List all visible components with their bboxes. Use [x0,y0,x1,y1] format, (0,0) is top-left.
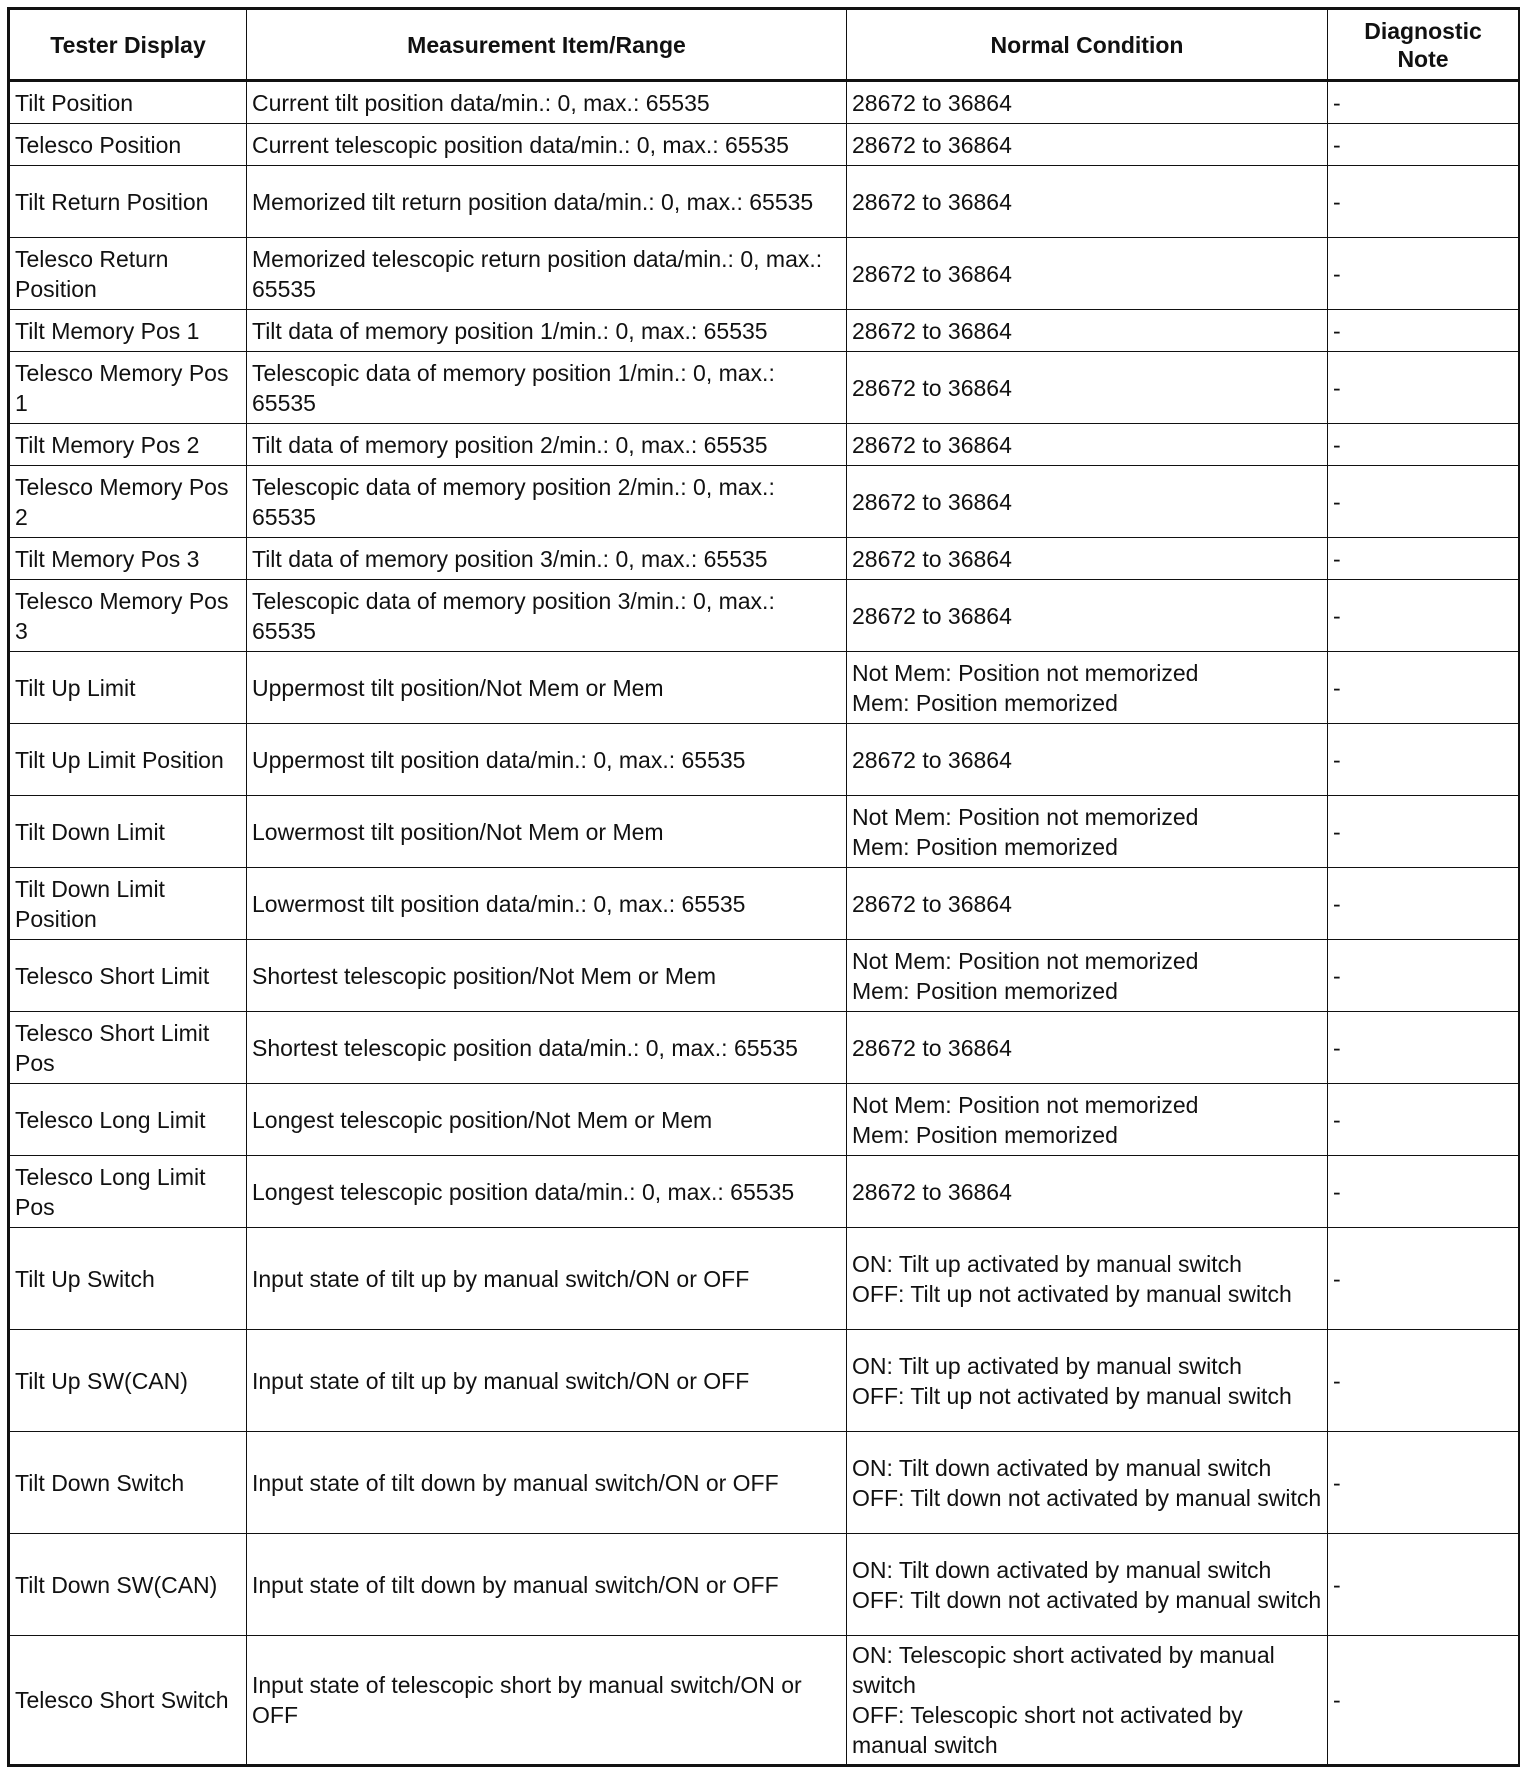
cell-measurement: Longest telescopic position data/min.: 0, max.: 65535 [247,1156,847,1228]
table-row [9,124,1520,166]
cell-measurement: Longest telescopic position/Not Mem or Mem [247,1084,847,1156]
cell-measurement: Uppermost tilt position/Not Mem or Mem [247,652,847,724]
cell-measurement: Tilt data of memory position 1/min.: 0, max.: 65535 [247,310,847,352]
cell-diagnostic-note: - [1328,466,1520,538]
cell-measurement: Telescopic data of memory position 2/min.: 0, max.: 65535 [247,466,847,538]
table-row [9,1330,1520,1432]
cell-measurement: Input state of tilt up by manual switch/ON or OFF [247,1330,847,1432]
cell-measurement: Memorized telescopic return position data/min.: 0, max.: 65535 [247,238,847,310]
table-row [9,166,1520,238]
cell-normal-condition: 28672 to 36864 [847,81,1328,124]
cell-normal-condition: ON: Tilt down activated by manual switch OFF: Tilt down not activated by manual switch [847,1432,1328,1534]
cell-measurement: Input state of tilt down by manual switch/ON or OFF [247,1534,847,1636]
table-row [9,1156,1520,1228]
cell-measurement: Input state of tilt up by manual switch/ON or OFF [247,1228,847,1330]
cell-tester-display: Tilt Up SW(CAN) [9,1330,247,1432]
cell-normal-condition: Not Mem: Position not memorized Mem: Position memorized [847,940,1328,1012]
cell-tester-display: Telesco Return Position [9,238,247,310]
cell-tester-display: Tilt Position [9,81,247,124]
cell-tester-display: Telesco Short Switch [9,1636,247,1766]
cell-diagnostic-note: - [1328,352,1520,424]
cell-tester-display: Tilt Down Limit Position [9,868,247,940]
cell-tester-display: Tilt Up Limit [9,652,247,724]
cell-tester-display: Tilt Return Position [9,166,247,238]
table-row [9,652,1520,724]
cell-normal-condition: 28672 to 36864 [847,580,1328,652]
cell-tester-display: Telesco Long Limit [9,1084,247,1156]
cell-normal-condition: 28672 to 36864 [847,424,1328,466]
cell-normal-condition: 28672 to 36864 [847,1156,1328,1228]
table-row [9,580,1520,652]
cell-diagnostic-note: - [1328,652,1520,724]
cell-diagnostic-note: - [1328,1636,1520,1766]
cell-tester-display: Telesco Short Limit Pos [9,1012,247,1084]
cell-normal-condition: Not Mem: Position not memorized Mem: Position memorized [847,652,1328,724]
cell-diagnostic-note: - [1328,1432,1520,1534]
cell-normal-condition: ON: Tilt up activated by manual switch OFF: Tilt up not activated by manual switch [847,1228,1328,1330]
cell-tester-display: Tilt Up Limit Position [9,724,247,796]
cell-normal-condition: 28672 to 36864 [847,310,1328,352]
cell-normal-condition: Not Mem: Position not memorized Mem: Position memorized [847,1084,1328,1156]
cell-measurement: Lowermost tilt position data/min.: 0, max.: 65535 [247,868,847,940]
cell-diagnostic-note: - [1328,1534,1520,1636]
table-row [9,1636,1520,1766]
cell-diagnostic-note: - [1328,940,1520,1012]
cell-diagnostic-note: - [1328,1084,1520,1156]
cell-tester-display: Tilt Memory Pos 1 [9,310,247,352]
table-row [9,796,1520,868]
cell-tester-display: Tilt Down Switch [9,1432,247,1534]
table-row [9,868,1520,940]
cell-measurement: Uppermost tilt position data/min.: 0, max.: 65535 [247,724,847,796]
header-tester-display: Tester Display [9,9,247,81]
cell-normal-condition: 28672 to 36864 [847,124,1328,166]
cell-tester-display: Tilt Memory Pos 3 [9,538,247,580]
cell-normal-condition: ON: Tilt down activated by manual switch OFF: Tilt down not activated by manual switch [847,1534,1328,1636]
cell-normal-condition: 28672 to 36864 [847,538,1328,580]
table-row [9,1084,1520,1156]
table-row [9,81,1520,124]
cell-diagnostic-note: - [1328,724,1520,796]
cell-normal-condition: 28672 to 36864 [847,238,1328,310]
cell-diagnostic-note: - [1328,424,1520,466]
cell-diagnostic-note: - [1328,796,1520,868]
cell-normal-condition: 28672 to 36864 [847,1012,1328,1084]
table-header-row [9,9,1520,81]
cell-measurement: Shortest telescopic position data/min.: 0, max.: 65535 [247,1012,847,1084]
cell-measurement: Memorized tilt return position data/min.: 0, max.: 65535 [247,166,847,238]
table-row [9,940,1520,1012]
cell-tester-display: Telesco Memory Pos 1 [9,352,247,424]
cell-tester-display: Telesco Long Limit Pos [9,1156,247,1228]
cell-normal-condition: ON: Tilt up activated by manual switch OFF: Tilt up not activated by manual switch [847,1330,1328,1432]
cell-measurement: Lowermost tilt position/Not Mem or Mem [247,796,847,868]
cell-measurement: Tilt data of memory position 3/min.: 0, max.: 65535 [247,538,847,580]
table-row [9,538,1520,580]
cell-measurement: Telescopic data of memory position 1/min.: 0, max.: 65535 [247,352,847,424]
cell-diagnostic-note: - [1328,580,1520,652]
cell-normal-condition: 28672 to 36864 [847,166,1328,238]
cell-measurement: Current telescopic position data/min.: 0, max.: 65535 [247,124,847,166]
cell-tester-display: Telesco Position [9,124,247,166]
cell-measurement: Input state of tilt down by manual switch/ON or OFF [247,1432,847,1534]
table-row [9,238,1520,310]
cell-diagnostic-note: - [1328,1228,1520,1330]
table-row [9,1432,1520,1534]
table-row [9,1534,1520,1636]
cell-normal-condition: 28672 to 36864 [847,868,1328,940]
table-row [9,1012,1520,1084]
cell-normal-condition: Not Mem: Position not memorized Mem: Position memorized [847,796,1328,868]
cell-diagnostic-note: - [1328,310,1520,352]
cell-tester-display: Tilt Down SW(CAN) [9,1534,247,1636]
cell-measurement: Tilt data of memory position 2/min.: 0, max.: 65535 [247,424,847,466]
table-row [9,310,1520,352]
header-measurement: Measurement Item/Range [247,9,847,81]
cell-diagnostic-note: - [1328,124,1520,166]
cell-measurement: Input state of telescopic short by manual switch/ON or OFF [247,1636,847,1766]
cell-measurement: Shortest telescopic position/Not Mem or Mem [247,940,847,1012]
table-row [9,1228,1520,1330]
header-diagnostic-note: Diagnostic Note [1328,9,1520,81]
cell-tester-display: Telesco Short Limit [9,940,247,1012]
document-page [7,7,1520,1767]
table-row [9,424,1520,466]
data-list-table [7,7,1520,1767]
cell-measurement: Telescopic data of memory position 3/min.: 0, max.: 65535 [247,580,847,652]
cell-diagnostic-note: - [1328,1330,1520,1432]
cell-normal-condition: ON: Telescopic short activated by manual switch OFF: Telescopic short not activated by manual switch [847,1636,1328,1766]
header-normal-condition: Normal Condition [847,9,1328,81]
cell-diagnostic-note: - [1328,538,1520,580]
table-row [9,466,1520,538]
cell-normal-condition: 28672 to 36864 [847,352,1328,424]
cell-diagnostic-note: - [1328,166,1520,238]
cell-diagnostic-note: - [1328,238,1520,310]
cell-diagnostic-note: - [1328,1012,1520,1084]
cell-normal-condition: 28672 to 36864 [847,724,1328,796]
table-row [9,352,1520,424]
cell-tester-display: Tilt Up Switch [9,1228,247,1330]
table-row [9,724,1520,796]
cell-tester-display: Tilt Down Limit [9,796,247,868]
cell-tester-display: Telesco Memory Pos 2 [9,466,247,538]
cell-diagnostic-note: - [1328,868,1520,940]
cell-tester-display: Tilt Memory Pos 2 [9,424,247,466]
cell-diagnostic-note: - [1328,1156,1520,1228]
cell-normal-condition: 28672 to 36864 [847,466,1328,538]
cell-diagnostic-note: - [1328,81,1520,124]
cell-measurement: Current tilt position data/min.: 0, max.: 65535 [247,81,847,124]
cell-tester-display: Telesco Memory Pos 3 [9,580,247,652]
